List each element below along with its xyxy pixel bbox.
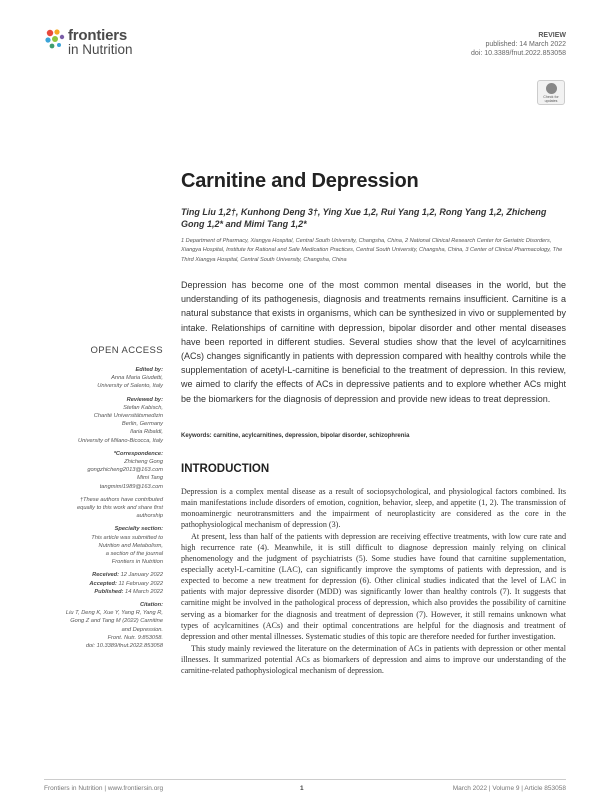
check-for-updates-badge[interactable]: [537, 80, 565, 105]
published-label: Published:: [94, 588, 124, 595]
footer-divider: [44, 779, 566, 780]
note-line: authorship: [136, 513, 163, 520]
citation-line: Liu T, Deng K, Xue Y, Yang R, Yang R,: [65, 610, 163, 617]
citation-block: [44, 601, 163, 650]
edited-by-heading: Edited by:: [135, 367, 163, 373]
specialty-line: a section of the journal: [105, 551, 163, 558]
equal-contribution-note: [44, 496, 163, 521]
correspondent-name: Zhicheng Gong: [124, 459, 163, 466]
keywords-label: Keywords:: [181, 433, 212, 439]
reviewer-line: University of Milano-Bicocca, Italy: [77, 437, 163, 444]
reviewer-line: Stefan Kabisch,: [123, 404, 163, 411]
update-icon: [546, 83, 557, 94]
edited-by-block: [44, 366, 163, 391]
citation-doi[interactable]: doi: 10.3389/fnut.2022.853058: [85, 643, 163, 650]
article-meta: [471, 31, 566, 58]
reviewer-line: Berlin, Germany: [121, 421, 163, 428]
correspondence-heading: *Correspondence:: [113, 450, 163, 457]
paragraph: Depression is a complex mental disease as a result of sociopsychological, and physiological factors combined. Its main manifestations include disorders of emotion, cognition, behavior, sleep, and appetite (1, 2). The transmission of monoaminergic neurotransmitters and the impairment of neuroplasticity are considered as the core in the pathophysiological mechanism of depression (3).: [181, 487, 566, 530]
paragraph: This study mainly reviewed the literature on the determination of ACs in patients with depression or other mental illnesses. It summarized potential ACs as biomarkers of depression and aims to improve our understanding of the carnitine-related pathophysiological mechanism of depression.: [181, 643, 566, 675]
citation-line: and Depression.: [121, 626, 163, 633]
paragraph: At present, less than half of the patients with depression are receiving effective treatments, with low cure rate and high recurrence rate (4). Meanwhile, it is still difficult to diagnose depression mainly relying on clinical phenomenology and the judgment of psychiatrists (5). Some studies have found that carnitine supplementation, especially acetyl-L-carnitine (LAC), can significantly improve the symptoms of patients with depression, and is expected to become a new treatment for depression (6). Other clinical studies indicated that the level of LAC in patients with major depressive disorder (MDD) was significantly lower than healthy controls (7). It suggests that carnitine might be involved in the pathological process of depression, which also provides the possibility of carnitine serving as a biomarker for the diagnosis and treatment of depression (7). However, it still remains unknown what types of acylcarnitines (ACs) and their optimal concentrations are helpful for the diagnosis and treatment of depression and other mental illnesses. Systematic studies of this topic are therefore needed for further investigation.: [181, 532, 566, 641]
article-sidebar: [44, 366, 163, 655]
introduction-body: [181, 486, 566, 677]
specialty-heading: Specialty section:: [114, 526, 163, 533]
received-value: 12 January 2022: [120, 572, 163, 579]
specialty-section-block: [44, 525, 163, 566]
published-date: published: 14 March 2022: [485, 41, 566, 48]
keywords: [181, 433, 566, 439]
section-heading-introduction: INTRODUCTION: [181, 463, 270, 475]
accepted-date: [44, 580, 163, 588]
received-label: Received:: [92, 572, 120, 579]
received-date: [44, 571, 163, 579]
accepted-label: Accepted:: [89, 580, 117, 587]
journal-logo[interactable]: [44, 26, 174, 60]
correspondent-name: Mimi Tang: [136, 475, 163, 482]
article-title: Carnitine and Depression: [181, 170, 419, 192]
badge-label: Check for updates: [543, 95, 559, 104]
citation-line: Gong Z and Tang M (2022) Carnitine: [70, 618, 163, 625]
author-list[interactable]: Ting Liu 1,2†, Kunhong Deng 3†, Ying Xue 1,2, Rui Yang 1,2, Rong Yang 1,2, Zhicheng Gong 1,2* and Mimi Tang 1,2*: [181, 207, 547, 229]
frontiers-logo-icon: [44, 28, 66, 50]
note-line: equally to this work and share first: [77, 505, 163, 512]
reviewer-line: Charité Universitätsmedizin: [93, 413, 163, 420]
note-line: †These authors have contributed: [79, 496, 163, 503]
affiliations: 1 Department of Pharmacy, Xiangya Hospital, Central South University, Changsha, China, 2 National Clinical Research Center for Geriatric Disorders, Xiangya Hospital, Institute for Rational and Safe Medication Practices, Central South University, Changsha, China, 3 Center of Clinical Pharmacology, The Third Xiangya Hospital, Central South University, Changsha, China: [181, 238, 563, 263]
citation-heading: Citation:: [139, 602, 163, 609]
footer-issue: March 2022 | Volume 9 | Article 853058: [452, 785, 566, 792]
reviewer-line: Ilaria Ribaldi,: [130, 429, 163, 436]
logo-line1: frontiers: [68, 27, 128, 44]
citation-line: Front. Nutr. 9:853058.: [107, 634, 163, 641]
correspondence-block: [44, 450, 163, 491]
dates-block: [44, 571, 163, 596]
logo-line2: in Nutrition: [68, 42, 133, 57]
published-value: 14 March 2022: [125, 588, 163, 595]
open-access-label[interactable]: OPEN ACCESS: [90, 345, 163, 356]
accepted-value: 11 February 2022: [118, 580, 163, 587]
reviewed-by-heading: Reviewed by:: [126, 396, 163, 403]
reviewed-by-block: [44, 396, 163, 445]
article-type: REVIEW: [538, 32, 566, 39]
specialty-line: Frontiers in Nutrition: [111, 559, 163, 566]
page-number: 1: [300, 785, 304, 792]
specialty-line: Nutrition and Metabolism,: [98, 542, 163, 549]
doi-link[interactable]: doi: 10.3389/fnut.2022.853058: [471, 50, 566, 57]
correspondent-email[interactable]: tangmimi1989@163.com: [99, 483, 163, 490]
keywords-text: carnitine, acylcarnitines, depression, bipolar disorder, schizophrenia: [213, 433, 410, 439]
footer-journal[interactable]: Frontiers in Nutrition | www.frontiersin.org: [44, 785, 164, 792]
published-date-sidebar: [44, 588, 163, 596]
specialty-line: This article was submitted to: [91, 534, 163, 541]
editor-name: Anna Maria Giudetti,: [111, 375, 163, 382]
editor-affiliation: University of Salento, Italy: [97, 383, 163, 390]
abstract: Depression has become one of the most common mental diseases in the world, but the understanding of its pathogenesis, diagnosis and treatments remains insufficient. Carnitine is a natural substance that exists in organisms, which can be synthesized in vivo or supplemented by intake. Relationships of carnitine with depression, bipolar disorder and other mental diseases have been reported in different studies. Several studies show that the level of acylcarnitines (ACs) changes significantly in patients with depression compared with healthy controls while the supplementation of acetyl-L-carnitine is beneficial to the treatment of depression. In this review, we aimed to clarify the effects of ACs in depressive patients and to explore whether ACs might be the biomarkers for the diagnosis of depression and provide new ideas to treat depression.: [181, 280, 566, 404]
correspondent-email[interactable]: gongzhicheng2013@163.com: [87, 467, 163, 474]
